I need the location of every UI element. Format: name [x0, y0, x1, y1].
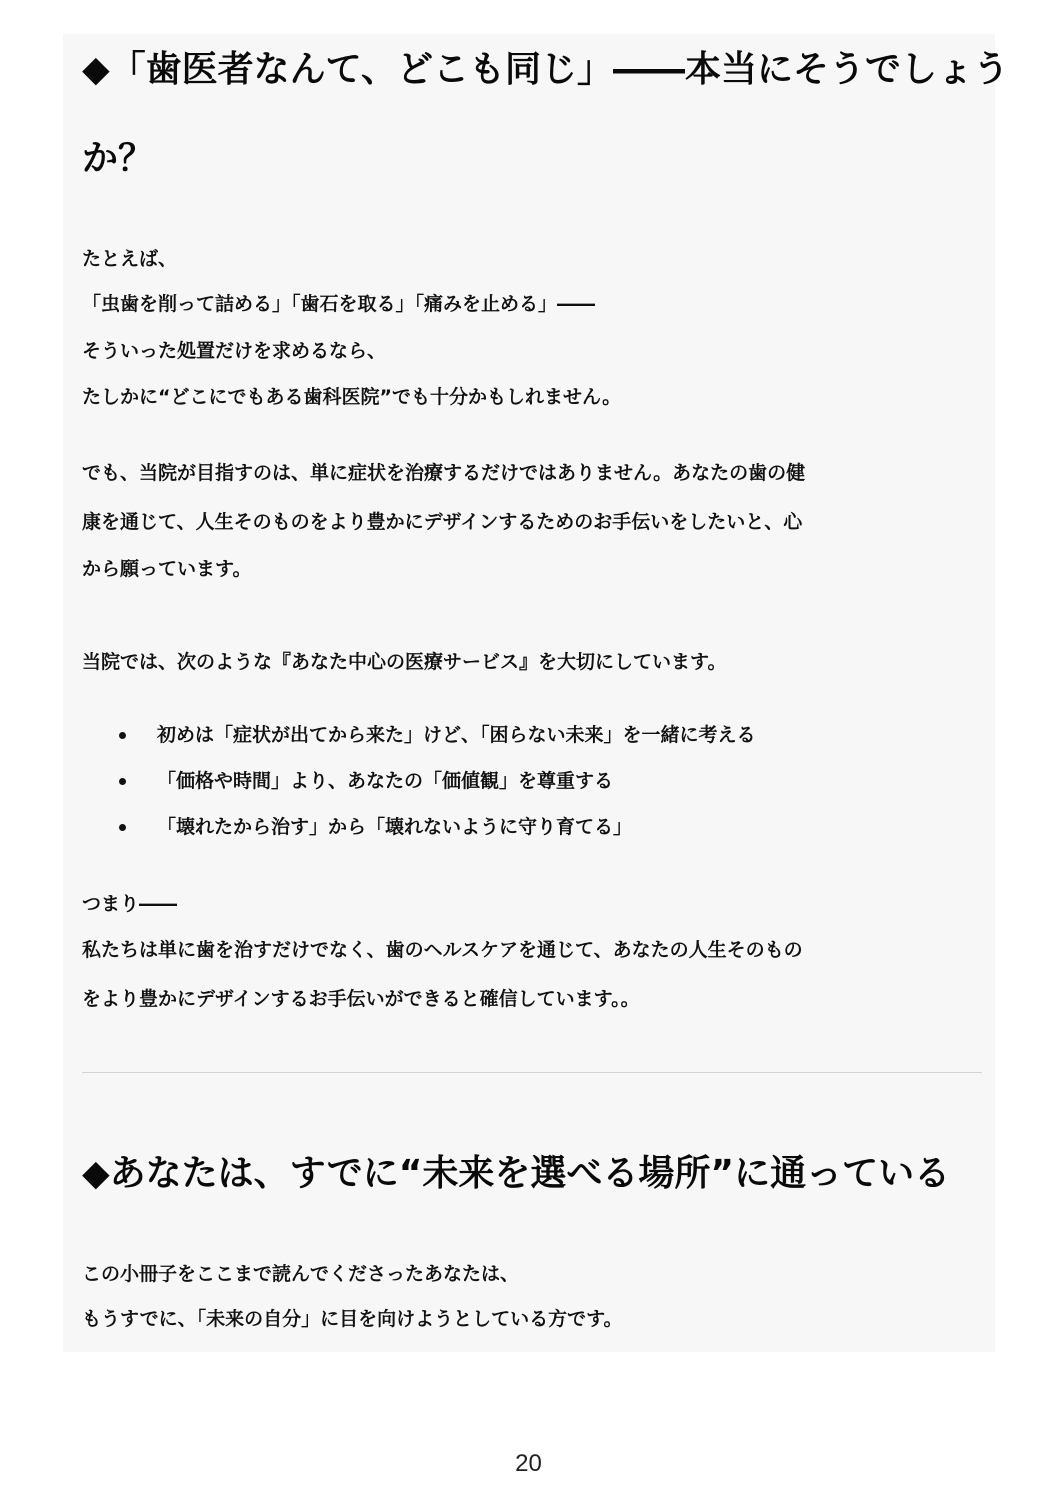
bullet-dot-icon — [119, 824, 126, 831]
closing-line: もうすでに、「未来の自分」に目を向けようとしている方です。 — [82, 1308, 623, 1330]
list-item-text: 初めは「症状が出てから来た」けど、「困らない未来」を一緒に考える — [157, 724, 756, 746]
mission-line: 康を通じて、人生そのものをより豊かにデザインするためのお手伝いをしたいと、心 — [82, 511, 803, 533]
intro-line: 「虫歯を削って詰める」「歯石を取る」「痛みを止める」―― — [82, 293, 596, 315]
summary-line: をより豊かにデザインするお手伝いができると確信しています。。 — [82, 988, 640, 1010]
list-item — [113, 724, 756, 770]
summary-line: 私たちは単に歯を治すだけでなく、歯のヘルスケアを通じて、あなたの人生そのもの — [82, 939, 803, 961]
section-heading-1-line2: か？ — [82, 138, 155, 179]
section-divider — [82, 1072, 982, 1073]
section-heading-2: ◆あなたは、すでに“未来を選べる場所”に通っている — [82, 1153, 951, 1194]
bullet-dot-icon — [119, 778, 126, 785]
intro-line: そういった処置だけを求めるなら、 — [82, 340, 387, 362]
list-item — [113, 770, 756, 816]
section-heading-1-line1: ◆「歯医者なんて、どこも同じ」――本当にそうでしょう — [82, 49, 1009, 90]
services-intro: 当院では、次のような『あなた中心の医療サービス』を大切にしています。 — [82, 651, 727, 673]
list-item-text: 「壊れたから治す」から「壊れないように守り育てる」 — [157, 816, 633, 838]
list-item — [113, 816, 756, 862]
mission-line: でも、当院が目指すのは、単に症状を治療するだけではありません。あなたの歯の健 — [82, 462, 806, 484]
bullet-dot-icon — [119, 732, 126, 739]
mission-line: から願っています。 — [82, 558, 252, 580]
service-list — [113, 724, 756, 862]
summary-line: つまり―― — [82, 893, 178, 915]
intro-line: たしかに“どこにでもある歯科医院”でも十分かもしれません。 — [82, 386, 622, 408]
list-item-text: 「価格や時間」より、あなたの「価値観」を尊重する — [157, 770, 614, 792]
page-number: 20 — [515, 1450, 542, 1477]
intro-line: たとえば、 — [82, 248, 178, 270]
closing-line: この小冊子をここまで読んでくださったあなたは、 — [82, 1263, 520, 1285]
